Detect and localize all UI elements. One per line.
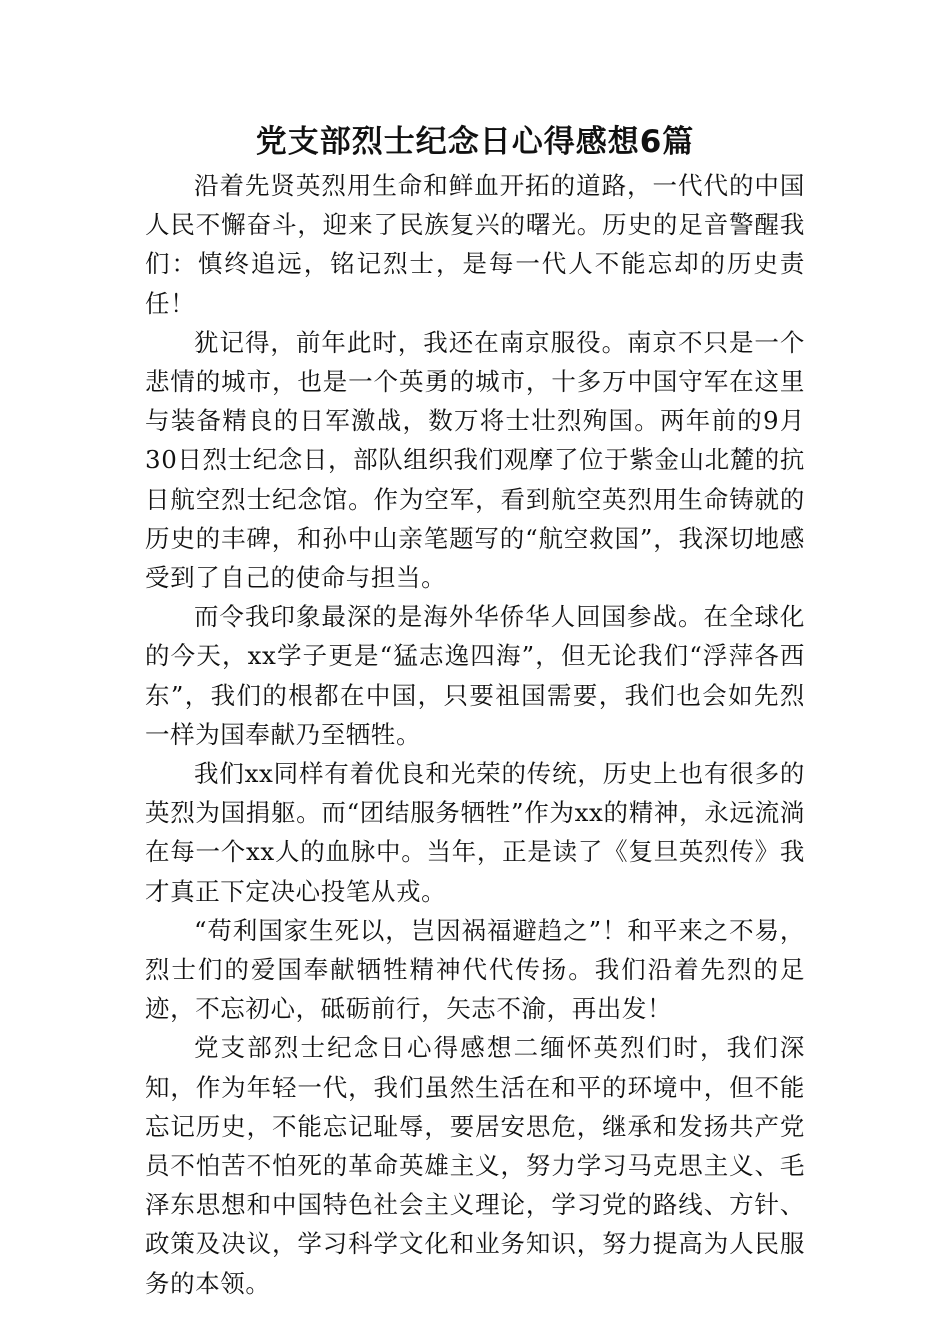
paragraph: “苟利国家生死以，岂因祸福避趋之”！和平来之不易，烈士们的爱国奉献牺牲精神代代传扬。我们沿着先烈的足迹，不忘初心，砥砺前行，矢志不渝，再出发！ bbox=[145, 915, 805, 1024]
paragraph: 犹记得，前年此时，我还在南京服役。南京不只是一个悲情的城市，也是一个英勇的城市，十多万中国守军在这里与装备精良的日军激战，数万将士壮烈殉国。两年前的9月30日烈士纪念日，部队组织我们观摩了位于紫金山北麓的抗日航空烈士纪念馆。作为空军，看到航空英烈用生命铸就的历史的丰碑，和孙中山亲笔题写的“航空救国”，我深切地感受到了自己的使命与担当。 bbox=[145, 327, 805, 593]
document-body bbox=[145, 166, 805, 1303]
paragraph: 沿着先贤英烈用生命和鲜血开拓的道路，一代代的中国人民不懈奋斗，迎来了民族复兴的曙光。历史的足音警醒我们：慎终追远，铭记烈士，是每一代人不能忘却的历史责任！ bbox=[145, 171, 805, 318]
paragraph: 我们xx同样有着优良和光荣的传统，历史上也有很多的英烈为国捐躯。而“团结服务牺牲”作为xx的精神，永远流淌在每一个xx人的血脉中。当年，正是读了《复旦英烈传》我才真正下定决心投笔从戎。 bbox=[145, 759, 805, 906]
paragraph: 党支部烈士纪念日心得感想二缅怀英烈们时，我们深知，作为年轻一代，我们虽然生活在和平的环境中，但不能忘记历史，不能忘记耻辱，要居安思危，继承和发扬共产党员不怕苦不怕死的革命英雄主义，努力学习马克思主义、毛泽东思想和中国特色社会主义理论，学习党的路线、方针、政策及决议，学习科学文化和业务知识，努力提高为人民服务的本领。 bbox=[145, 1033, 805, 1298]
document-title: 党支部烈士纪念日心得感想6篇 bbox=[255, 124, 695, 160]
paragraph: 而令我印象最深的是海外华侨华人回国参战。在全球化的今天，xx学子更是“猛志逸四海”，但无论我们“浮萍各西东”，我们的根都在中国，只要祖国需要，我们也会如先烈一样为国奉献乃至牺牲。 bbox=[145, 602, 805, 749]
